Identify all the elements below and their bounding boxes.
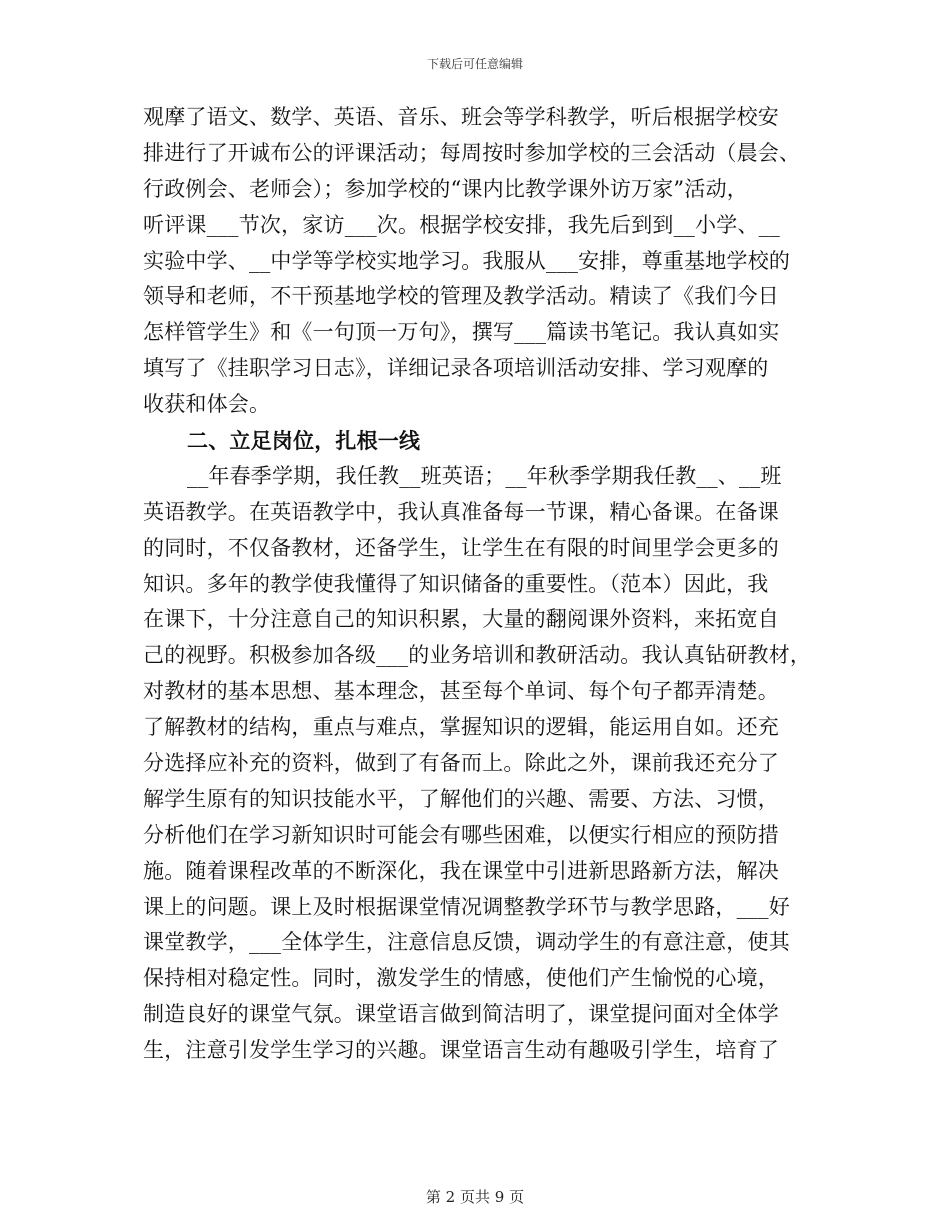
text-line: 保持相对稳定性。同时，激发学生的情感，使他们产生愉悦的心境， <box>143 966 779 991</box>
text-line: 了解教材的结构，重点与难点，掌握知识的逻辑，能运用自如。还充 <box>143 715 779 740</box>
paragraph-2 <box>143 459 823 1069</box>
text-line: 收获和体会。 <box>143 392 271 417</box>
text-line: 怎样管学生》和《一句顶一万句》，撰写___篇读书笔记。我认真如实 <box>143 320 780 345</box>
text-line: 课上的问题。课上及时根据课堂情况调整教学环节与教学思路，___好 <box>143 894 790 919</box>
page-header: 下载后可任意编辑 <box>426 57 523 71</box>
section-heading: 二、立足岗位，扎根一线 <box>187 428 421 454</box>
text-line: 分析他们在学习新知识时可能会有哪些困难，以便实行相应的预防措 <box>143 822 779 847</box>
text-line: 观摩了语文、数学、英语、音乐、班会等学科教学，听后根据学校安 <box>143 105 779 129</box>
text-line: 解学生原有的知识技能水平，了解他们的兴趣、需要、方法、习惯， <box>143 786 779 811</box>
text-line: 填写了《挂职学习日志》，详细记录各项培训活动安排、学习观摩的 <box>143 356 769 381</box>
text-line: 行政例会、老师会）；参加学校的“课内比教学课外访万家”活动， <box>143 176 748 201</box>
text-line: 对教材的基本思想、基本理念，甚至每个单词、每个句子都弄清楚。 <box>143 679 779 704</box>
document-body <box>143 100 823 1069</box>
text-line: 的同时，不仅备教材，还备学生，让学生在有限的时间里学会更多的 <box>143 535 779 560</box>
paragraph-1 <box>143 100 823 423</box>
text-line: 生，注意引发学生学习的兴趣。课堂语言生动有趣吸引学生，培育了 <box>143 1038 779 1063</box>
text-line: 己的视野。积极参加各级___的业务培训和教研活动。我认真钻研教材， <box>143 643 812 668</box>
text-line: 英语教学。在英语教学中，我认真准备每一节课，精心备课。在备课 <box>143 499 779 524</box>
text-line: 施。随着课程改革的不断深化，我在课堂中引进新思路新方法，解决 <box>143 858 779 883</box>
text-line: 听评课___节次，家访___次。根据学校安排，我先后到到__小学、__ <box>143 212 780 237</box>
text-line: 分选择应补充的资料，做到了有备而上。除此之外，课前我还充分了 <box>143 751 779 776</box>
text-line: 排进行了开诚布公的评课活动；每周按时参加学校的三会活动（晨会、 <box>143 140 801 165</box>
text-line: 制造良好的课堂气氛。课堂语言做到简洁明了，课堂提问面对全体学 <box>143 1002 779 1027</box>
page-footer: 第 2 页共 9 页 <box>425 1188 525 1206</box>
text-line: 实验中学、__中学等学校实地学习。我服从___安排，尊重基地学校的 <box>143 248 791 273</box>
text-line: 领导和老师，不干预基地学校的管理及教学活动。精读了《我们今日 <box>143 284 779 309</box>
text-line: 在课下，十分注意自己的知识积累，大量的翻阅课外资料，来拓宽自 <box>143 607 779 632</box>
text-line: 知识。多年的教学使我懂得了知识储备的重要性。（范本）因此，我 <box>143 571 769 596</box>
text-line: __年春季学期，我任教__班英语；__年秋季学期我任教__、__班 <box>187 463 782 488</box>
text-line: 课堂教学，___全体学生，注意信息反馈，调动学生的有意注意，使其 <box>143 930 790 955</box>
